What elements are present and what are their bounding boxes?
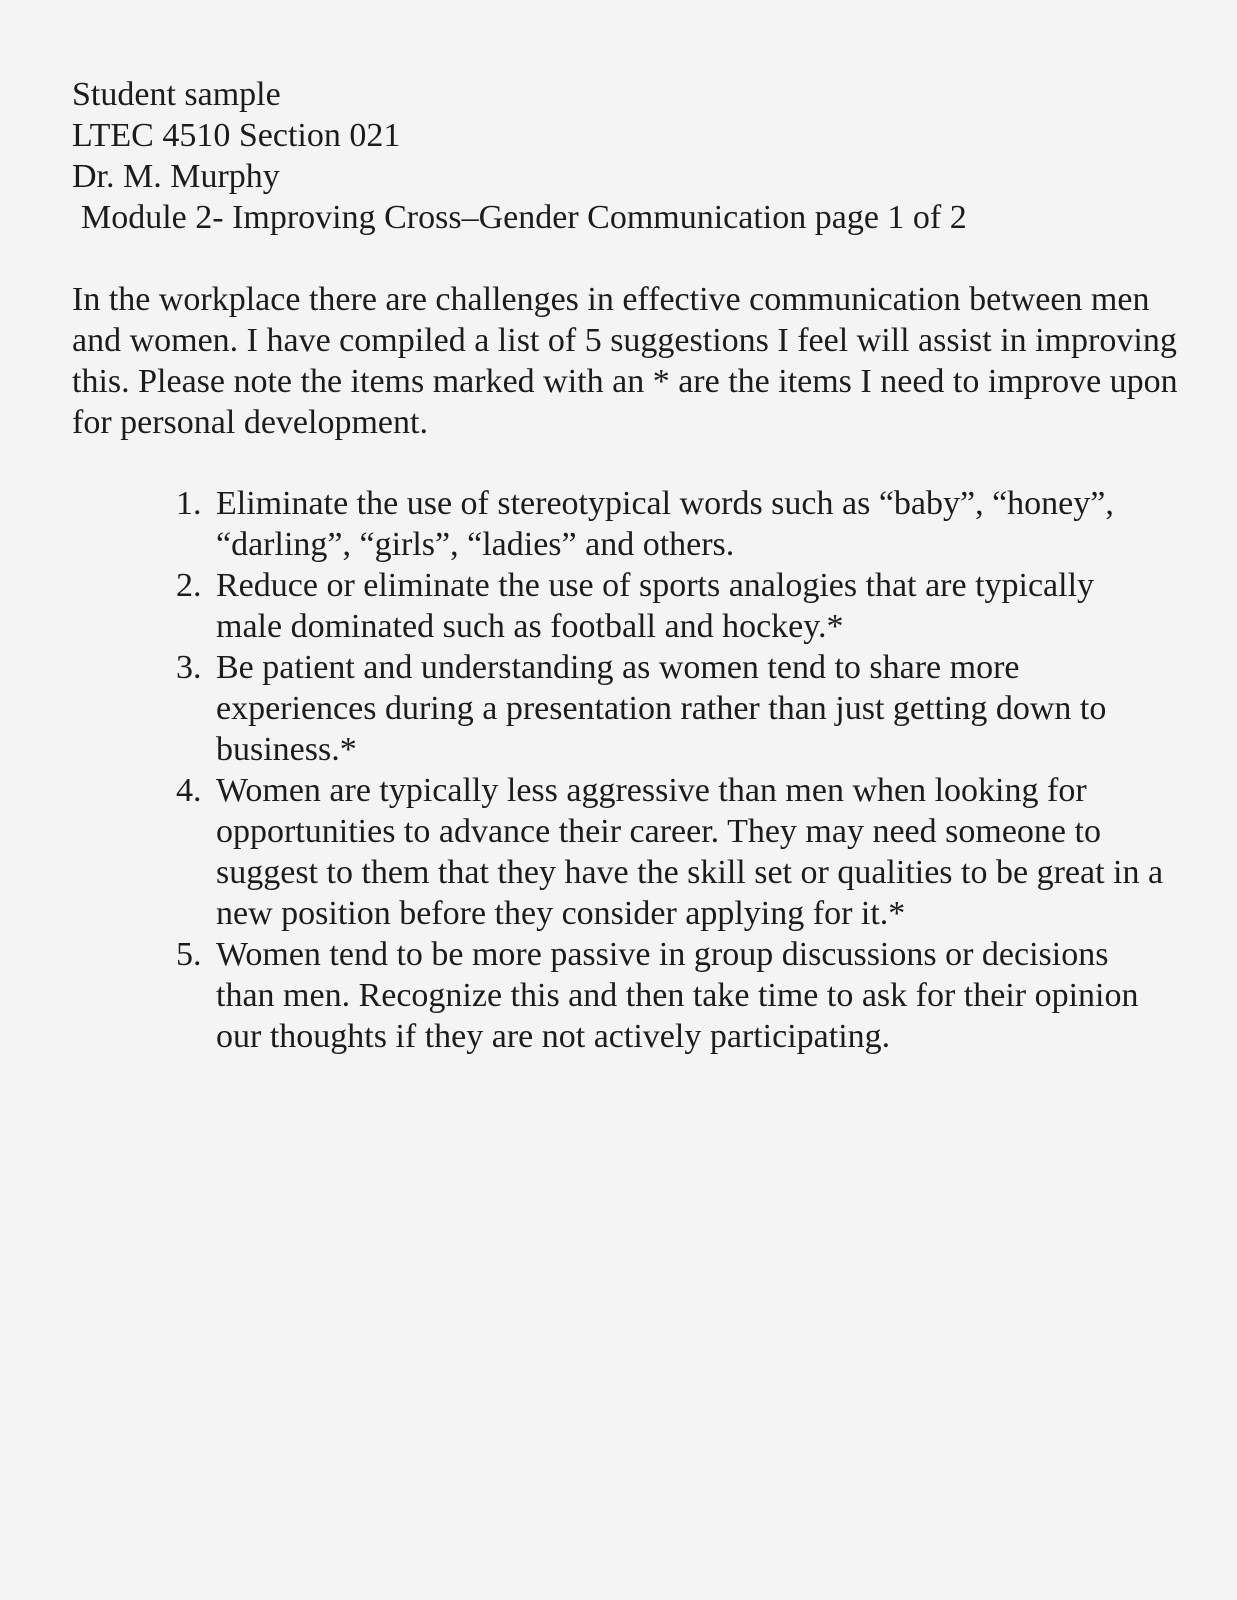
suggestion-item-5: [176, 934, 1166, 1057]
instructor-name: Dr. M. Murphy: [72, 158, 280, 195]
student-label: Student sample: [72, 76, 281, 113]
suggestion-item-2: [176, 565, 1166, 647]
item-number: 1.: [176, 485, 202, 522]
item-text: Eliminate the use of stereotypical words such as “baby”, “honey”, “darling”, “girls”, “ladies” and others.: [216, 485, 1114, 563]
document-header: [72, 74, 1172, 238]
suggestion-item-3: [176, 647, 1166, 770]
intro-paragraph: In the workplace there are challenges in effective communication between men and women. I have compiled a list of 5 suggestions I feel will assist in improving this. Please note the items marked with an * are the items I need to improve upon for personal development.: [72, 281, 1178, 441]
item-text: Women tend to be more passive in group discussions or decisions than men. Recognize this and then take time to ask for their opinion our thoughts if they are not actively participating.: [216, 936, 1139, 1055]
course-section: LTEC 4510 Section 021: [72, 117, 401, 154]
item-number: 3.: [176, 649, 202, 686]
suggestion-item-4: [176, 770, 1166, 934]
item-text: Reduce or eliminate the use of sports analogies that are typically male dominated such as football and hockey.*: [216, 567, 1095, 645]
suggestion-item-1: [176, 483, 1166, 565]
item-number: 2.: [176, 567, 202, 604]
module-title: Module 2- Improving Cross–Gender Communication page 1 of 2: [81, 199, 967, 236]
item-text: Women are typically less aggressive than men when looking for opportunities to advance their career. They may need someone to suggest to them that they have the skill set or qualities to be great in a new position before they consider applying for it.*: [216, 772, 1164, 932]
suggestions-list: [176, 483, 1166, 1057]
item-number: 4.: [176, 772, 202, 809]
item-text: Be patient and understanding as women tend to share more experiences during a presentation rather than just getting down to business.*: [216, 649, 1107, 768]
item-number: 5.: [176, 936, 202, 973]
